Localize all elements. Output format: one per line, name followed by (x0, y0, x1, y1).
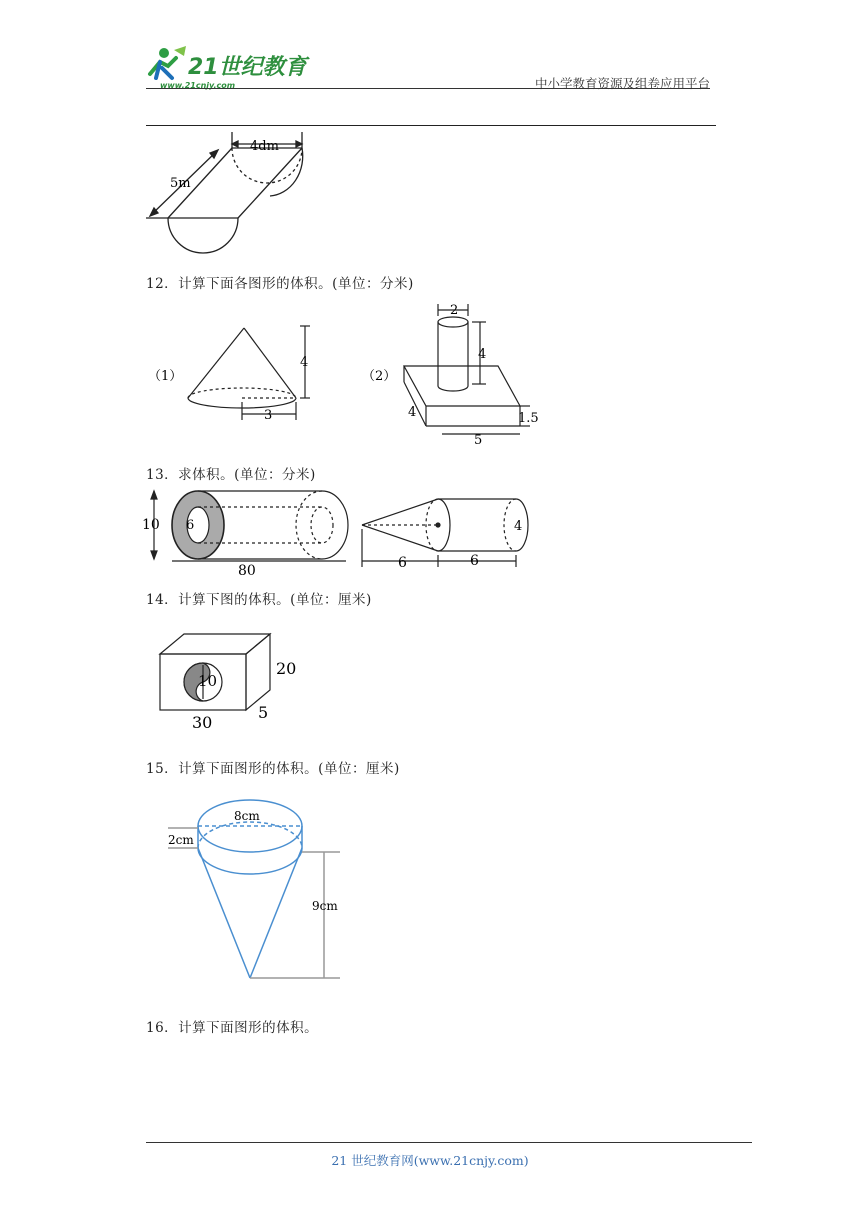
logo-brand: 21世纪教育 (188, 55, 307, 80)
cyl-length-label: 6 (470, 553, 479, 569)
q12-figures (140, 298, 560, 450)
hole-diameter-label: 10 (198, 672, 218, 690)
q12-label-1: （1） (148, 369, 183, 384)
question-13: 13．求体积。(单位：分米) (146, 467, 316, 483)
cone-radius-label: 3 (264, 408, 273, 423)
half-cylinder-trough-figure (140, 130, 320, 260)
cyl-height-label: 4 (478, 347, 487, 362)
question-14: 14．计算下图的体积。(单位：厘米) (146, 592, 372, 608)
hollow-tube-figure (151, 491, 348, 561)
cyl-height-label-15: 2cm (168, 833, 194, 847)
cone-length-label: 6 (398, 555, 407, 571)
question-15: 15．计算下面图形的体积。(单位：厘米) (146, 761, 400, 777)
q13-figures (140, 485, 540, 577)
box-length-label: 5 (474, 433, 483, 448)
cylinder-on-box-figure (404, 304, 530, 434)
cyl-diameter-label: 2 (450, 303, 459, 318)
runner-logo-icon (140, 44, 310, 90)
box-height-label: 1.5 (518, 411, 539, 426)
cone-height-label: 4 (300, 355, 309, 370)
platform-label: 中小学教育资源及组卷应用平台 (534, 76, 710, 91)
question-16: 16．计算下面图形的体积。 (146, 1020, 319, 1036)
tube-height-label: 10 (142, 517, 160, 533)
cone-height-label-15: 9cm (312, 899, 338, 913)
box-with-hole-figure (150, 628, 310, 732)
cone-cylinder-figure (362, 499, 528, 567)
footer-rule (146, 1142, 752, 1143)
logo-url: www.21cnjy.com (160, 81, 236, 90)
tube-length-label: 80 (238, 563, 256, 577)
question-12: 12．计算下面各图形的体积。(单位：分米) (146, 276, 414, 292)
tube-inner-label: 6 (186, 518, 195, 533)
header-rule (146, 125, 716, 126)
header-logo (140, 44, 310, 90)
cone-figure (188, 326, 310, 420)
diameter-label-15: 8cm (234, 809, 260, 823)
trough-length-label: 5m (170, 176, 191, 191)
cyl-diameter-label-13: 4 (514, 519, 523, 534)
q12-label-2: （2） (362, 369, 397, 384)
box-width-label: 4 (408, 405, 417, 420)
footer-text: 21 世纪教育网(www.21cnjy.com) (331, 1153, 529, 1168)
cylinder-cone-figure (160, 786, 360, 986)
box-depth-label-14: 5 (258, 703, 269, 722)
box-height-label-14: 20 (276, 659, 297, 678)
box-length-label-14: 30 (192, 713, 213, 732)
trough-width-label: 4dm (250, 139, 279, 154)
